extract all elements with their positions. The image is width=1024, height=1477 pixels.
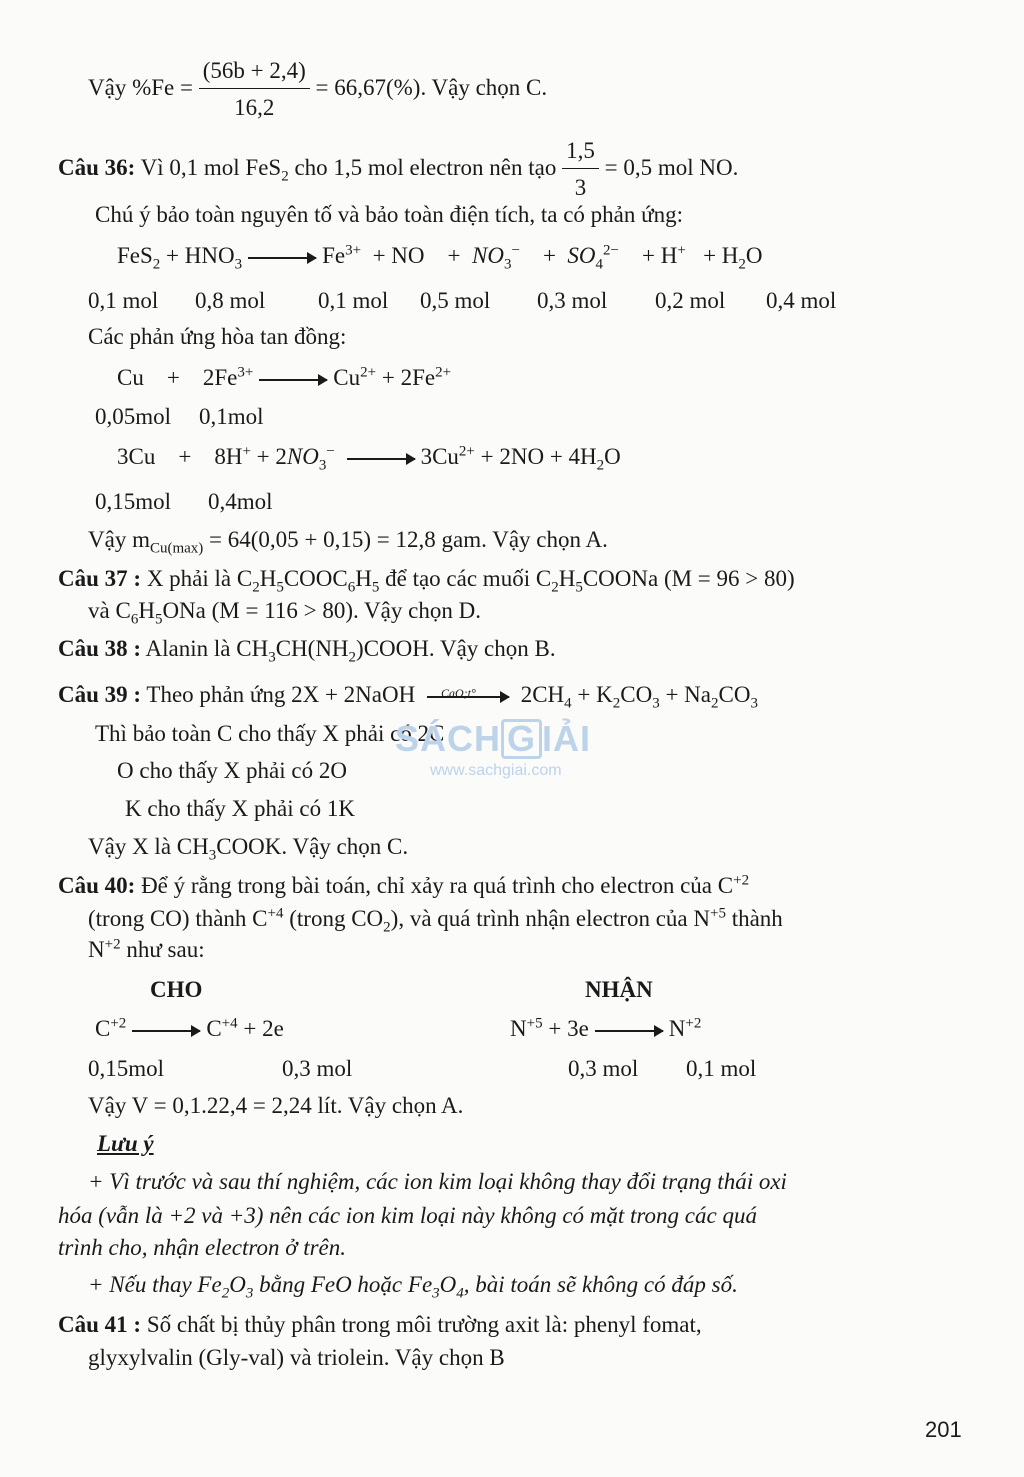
nhan-heading: NHẬN bbox=[585, 977, 653, 1002]
mol-value: 0,3 mol bbox=[537, 288, 608, 313]
electron-give: $C^{+2}$ $C^{+4} + 2e$ bbox=[95, 1015, 284, 1041]
arrow-icon bbox=[132, 1030, 200, 1032]
mol-value: 0,15mol bbox=[88, 1056, 165, 1081]
cau-36-line: Câu 36: Vì 0,1 mol FeS$_2$ cho 1,5 mol electron nên tạo $\frac{1,5}{3}$ = 0,5 mol NO. bbox=[58, 136, 738, 203]
reaction-cu-no3: 3Cu + $8H^+ + 2NO_3^-$ $3Cu^{2+} + 2NO + 4H_2O$ bbox=[117, 443, 621, 474]
cau-37-line: Câu 37 : X phải là $C_2H_5COOC_6H_5$ để tạo các muối $C_2H_5COONa$ (M = 96 > 80) bbox=[58, 566, 795, 596]
conservation-k: K cho thấy X phải có 1K bbox=[125, 796, 355, 821]
cau-41-line: Câu 41 : Số chất bị thủy phân trong môi trường axit là: phenyl fomat, bbox=[58, 1312, 702, 1337]
conservation-c: Thì bảo toàn C cho thấy X phải có 2C bbox=[95, 721, 445, 746]
mol-value: 0,5 mol bbox=[420, 288, 491, 313]
reaction-condition: CaO;t° bbox=[440, 685, 476, 700]
cau-40-line: Câu 40: Để ý rằng trong bài toán, chỉ xảy ra quá trình cho electron của $C^{+2}$ bbox=[58, 872, 750, 898]
fe-percent-line: Vậy %Fe = $\frac{(56b + 2,4)}{16,2}$ = 66,67(%). Vậy chọn C. bbox=[88, 56, 547, 123]
mol-value: 0,1 mol bbox=[88, 288, 159, 313]
cau-39-answer: Vậy X là $CH_3COOK$. Vậy chọn C. bbox=[88, 834, 409, 864]
mol-value: 0,1 mol bbox=[318, 288, 389, 313]
note-1-line-1: + Vì trước và sau thí nghiệm, các ion kim loại không thay đổi trạng thái oxi bbox=[88, 1169, 787, 1194]
mol-value: 0,1mol bbox=[199, 404, 264, 429]
note-1-line-3: trình cho, nhận electron ở trên. bbox=[58, 1235, 347, 1260]
mol-value: 0,3 mol bbox=[568, 1056, 639, 1081]
reaction-cu-fe: Cu + $2Fe^{3+}$ $Cu^{2+} + 2Fe^{2+}$ bbox=[117, 364, 452, 390]
arrow-icon bbox=[347, 458, 415, 460]
mol-value: 0,3 mol bbox=[282, 1056, 353, 1081]
note-1-line-2: hóa (vẫn là +2 và +3) nên các ion kim loại này không có mặt trong các quá bbox=[58, 1203, 757, 1228]
conservation-o: O cho thấy X phải có 2O bbox=[117, 758, 347, 783]
electron-receive: $N^{+5} + 3e$ $N^{+2}$ bbox=[510, 1015, 702, 1041]
arrow-icon bbox=[259, 379, 327, 381]
watermark-url: www.sachgiai.com bbox=[430, 762, 562, 779]
arrow-icon bbox=[427, 685, 509, 700]
arrow-icon bbox=[248, 257, 316, 259]
cho-heading: CHO bbox=[150, 977, 203, 1002]
watermark-logo: SÁCH G IẢI bbox=[395, 718, 592, 759]
note-line: Chú ý bảo toàn nguyên tố và bảo toàn điện tích, ta có phản ứng: bbox=[95, 202, 683, 227]
no-fraction: $\frac{1,5}{3}$ bbox=[562, 136, 599, 203]
mol-value: 0,15mol bbox=[95, 489, 172, 514]
mol-value: 0,05mol bbox=[95, 404, 172, 429]
note-2: + Nếu thay $Fe_2O_3$ bằng FeO hoặc $Fe_3O_4$, bài toán sẽ không có đáp số. bbox=[88, 1272, 738, 1302]
page-number: 201 bbox=[925, 1417, 962, 1442]
mol-value: 0,8 mol bbox=[195, 288, 266, 313]
mol-value: 0,1 mol bbox=[686, 1056, 757, 1081]
cau-40-line-2: (trong CO) thành $C^{+4}$ (trong $CO_2$), và quá trình nhận electron của $N^{+5}$ thành bbox=[88, 905, 783, 936]
cau-40-answer: Vậy V = 0,1.22,4 = 2,24 lít. Vậy chọn A. bbox=[88, 1093, 464, 1118]
arrow-icon bbox=[595, 1030, 663, 1032]
copper-heading: Các phản ứng hòa tan đồng: bbox=[88, 324, 347, 349]
cau-39-line: Câu 39 : Theo phản ứng 2X + 2NaOH CaO;t° $2CH_4 + K_2CO_3 + Na_2CO_3$ bbox=[58, 680, 758, 710]
mol-value: 0,4mol bbox=[208, 489, 273, 514]
cau-38-line: Câu 38 : Alanin là $CH_3CH(NH_2)COOH$. Vậy chọn B. bbox=[58, 636, 556, 666]
cau-37-line-2: và $C_6H_5ONa$ (M = 116 > 80). Vậy chọn D. bbox=[88, 598, 481, 628]
cu-max-line: Vậy $m_{Cu(max)} = 64(0,05 + 0,15) = 12,8$ gam. Vậy chọn A. bbox=[88, 527, 608, 557]
cau-41-line-2: glyxylvalin (Gly-val) và triolein. Vậy chọn B bbox=[88, 1345, 505, 1370]
reaction-fes2: $FeS_2 + HNO_3$ $Fe^{3+}$ + NO + $NO_3^-$ + $SO_4^{2-}$ + H+ + $H_2O$ bbox=[117, 242, 763, 273]
mol-value: 0,2 mol bbox=[655, 288, 726, 313]
luu-y-heading: Lưu ý bbox=[97, 1131, 154, 1156]
cau-40-line-3: $N^{+2}$ như sau: bbox=[88, 936, 205, 962]
mol-value: 0,4 mol bbox=[766, 288, 837, 313]
fe-fraction: $\frac{(56b + 2,4)}{16,2}$ bbox=[199, 56, 310, 123]
